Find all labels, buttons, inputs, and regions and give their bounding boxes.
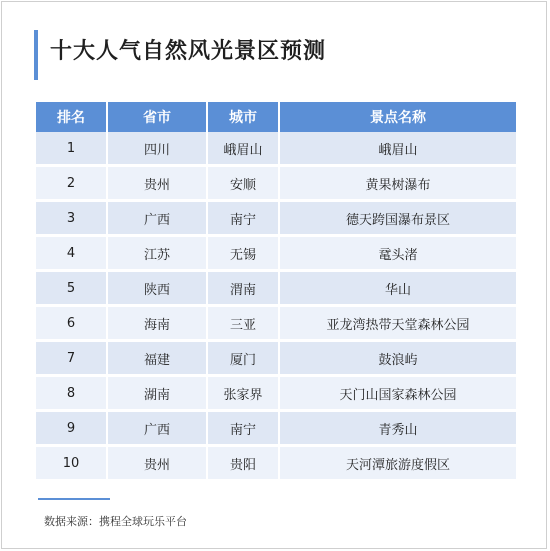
cell-attraction: 德天跨国瀑布景区	[280, 202, 516, 237]
cell-city: 渭南	[208, 272, 280, 307]
cell-city: 三亚	[208, 307, 280, 342]
cell-attraction: 天门山国家森林公园	[280, 377, 516, 412]
header-attraction: 景点名称	[280, 102, 516, 132]
cell-rank: 4	[36, 237, 108, 272]
data-source: 数据来源：携程全球玩乐平台	[44, 515, 187, 528]
cell-rank: 8	[36, 377, 108, 412]
title-accent-bar	[34, 30, 38, 80]
table-row	[36, 412, 516, 447]
table-row	[36, 272, 516, 307]
cell-city: 南宁	[208, 202, 280, 237]
table-row	[36, 307, 516, 342]
table-row	[36, 132, 516, 167]
cell-attraction: 青秀山	[280, 412, 516, 447]
cell-city: 厦门	[208, 342, 280, 377]
cell-province: 广西	[108, 202, 208, 237]
cell-province: 广西	[108, 412, 208, 447]
cell-province: 海南	[108, 307, 208, 342]
cell-rank: 10	[36, 447, 108, 482]
cell-rank: 1	[36, 132, 108, 167]
page-title: 十大人气自然风光景区预测	[50, 39, 327, 64]
cell-city: 峨眉山	[208, 132, 280, 167]
table-row	[36, 202, 516, 237]
cell-city: 无锡	[208, 237, 280, 272]
cell-attraction: 鼋头渚	[280, 237, 516, 272]
header-province: 省市	[108, 102, 208, 132]
cell-province: 福建	[108, 342, 208, 377]
cell-province: 湖南	[108, 377, 208, 412]
cell-attraction: 华山	[280, 272, 516, 307]
table-header-row	[36, 102, 516, 132]
header-rank: 排名	[36, 102, 108, 132]
cell-province: 四川	[108, 132, 208, 167]
table-row	[36, 377, 516, 412]
table-row	[36, 237, 516, 272]
cell-rank: 3	[36, 202, 108, 237]
cell-attraction: 亚龙湾热带天堂森林公园	[280, 307, 516, 342]
cell-province: 贵州	[108, 447, 208, 482]
cell-attraction: 黄果树瀑布	[280, 167, 516, 202]
cell-rank: 5	[36, 272, 108, 307]
cell-city: 南宁	[208, 412, 280, 447]
header-city: 城市	[208, 102, 280, 132]
cell-rank: 6	[36, 307, 108, 342]
cell-province: 陕西	[108, 272, 208, 307]
cell-province: 江苏	[108, 237, 208, 272]
cell-attraction: 天河潭旅游度假区	[280, 447, 516, 482]
cell-city: 贵阳	[208, 447, 280, 482]
cell-attraction: 鼓浪屿	[280, 342, 516, 377]
cell-city: 张家界	[208, 377, 280, 412]
cell-province: 贵州	[108, 167, 208, 202]
cell-rank: 7	[36, 342, 108, 377]
cell-city: 安顺	[208, 167, 280, 202]
cell-rank: 2	[36, 167, 108, 202]
ranking-table	[36, 102, 516, 482]
table-row	[36, 342, 516, 377]
table-row	[36, 447, 516, 482]
table-row	[36, 167, 516, 202]
cell-attraction: 峨眉山	[280, 132, 516, 167]
cell-rank: 9	[36, 412, 108, 447]
footer-divider	[38, 498, 110, 500]
